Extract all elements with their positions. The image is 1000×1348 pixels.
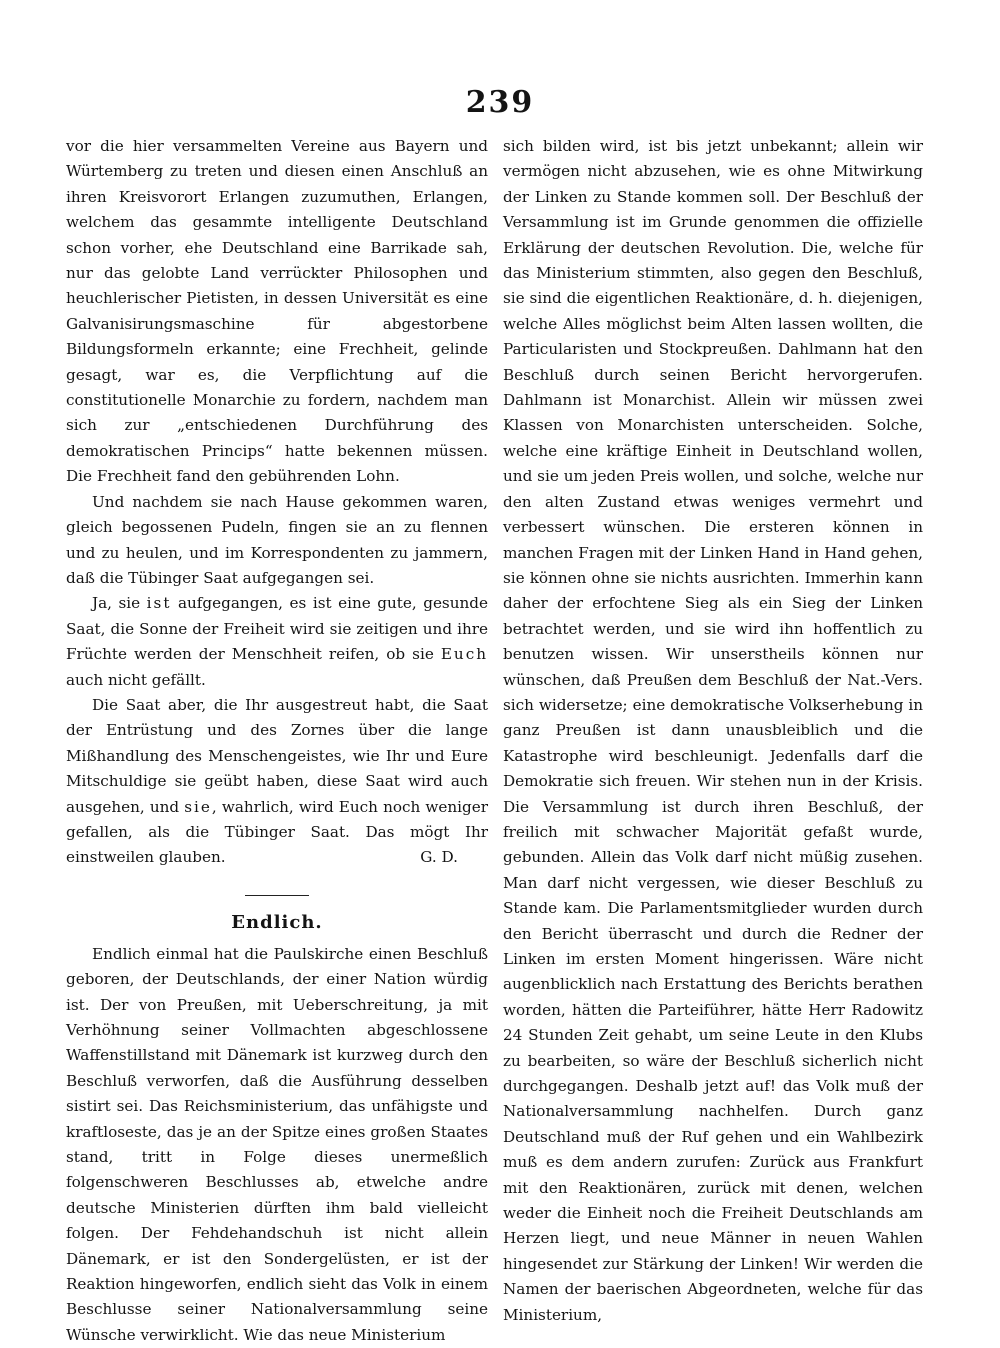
emphasis-ist: ist [146,594,172,613]
text-run: auch nicht gefällt. [66,670,206,689]
paragraph-saat-entruestung [66,693,488,871]
signature: G. D. [420,848,458,867]
right-column [503,134,923,1328]
text-run: Ja, sie [92,594,147,613]
text-run: Die Saat aber, die Ihr ausgestreut habt, die Saat der Entrüstung und des Zornes über die lange Mißhandlung des Menschengeistes, wie Ihr und Eure Mitschuldige sie geübt haben, diese Saat wird auch ausgehen, und [66,695,488,816]
paragraph-paulskirche: Endlich einmal hat die Paulskirche einen Beschluß geboren, der Deutschlands, der einer Nation würdig ist. Der von Preußen, mit Ueberschreitung, ja mit Verhöhnung seiner Vollmachten abgeschlossene Waffenstillstand mit Dänemark ist kurzweg durch den Beschluß verworfen, daß die Ausführung desselben sistirt sei. Das Reichsministerium, das unfähigste und kraftloseste, das je an der Spitze eines großen Staates stand, tritt in Folge dieses unermeßlich folgenschweren Beschlusses ab, etwelche andre deutsche Ministerien dürften ihm bald vielleicht folgen. Der Fehdehandschuh ist nicht allein Dänemark, er ist den Sondergelüsten, er ist der Reaktion hingeworfen, endlich sieht das Volk in einem Beschlusse seiner Nationalversammlung seine Wünsche verwirklicht. Wie das neue Ministerium [66,944,488,1344]
paragraph-ministerium: sich bilden wird, ist bis jetzt unbekannt; allein wir vermögen nicht abzusehen, wie es ohne Mitwirkung der Linken zu Stande kommen soll. Der Beschluß der Versammlung ist im Grunde genommen die offizielle Erklärung der deutschen Revolution. Die, welche für das Ministerium stimmten, also gegen den Beschluß, sie sind die eigentlichen Reaktionäre, d. h. diejenigen, welche Alles möglichst beim Alten lassen wollten, die Particularisten und Stockpreußen. Dahlmann hat den Beschluß durch seinen Bericht hervorgerufen. Dahlmann ist Monarchist. Allein wir müssen zwei Klassen von Monarchisten unterscheiden. Solche, welche eine kräftige Einheit in Deutschland wollen, und sie um jeden Preis wollen, und solche, welche nur den alten Zustand etwas weniges vermehrt und verbessert wünschen. Die ersteren können in manchen Fragen mit der Linken Hand in Hand gehen, sie können ohne sie nichts ausrichten. Immerhin kann daher der erfochtene Sieg als ein Sieg der Linken betrachtet werden, und sie wird ihn hoffentlich zu benutzen wissen. Wir unserstheils können nur wünschen, daß Preußen dem Beschluß der Nat.-Vers. sich widersetze; eine demokratische Volkserhebung in ganz Preußen ist dann unausbleiblich und die Katastrophe wird beschleunigt. Jedenfalls darf die Demokratie sich freuen. Wir stehen nun in der Krisis. Die Versammlung ist durch ihren Beschluß, der freilich mit schwacher Majorität gefaßt wurde, gebunden. Allein das Volk darf nicht müßig zusehen. Man darf nicht vergessen, wie dieser Beschluß zu Stande kam. Die Parlamentsmitglieder wurden durch den Bericht überrascht und durch die Redner der Linken im ersten Moment hingerissen. Wäre nicht augenblicklich nach Erstattung des Berichts berathen worden, hätten die Parteiführer, hätte Herr Radowitz 24 Stunden Zeit gehabt, um seine Leute in den Klubs zu bearbeiten, so wäre der Beschluß sicherlich nicht durchgegangen. Deshalb jetzt auf! das Volk muß der Nationalversammlung nachhelfen. Durch ganz Deutschland muß der Ruf gehen und ein Wahlbezirk muß es dem andern zurufen: Zurück aus Frankfurt mit den Reaktionären, zurück mit denen, welchen weder die Einheit noch die Freiheit Deutschlands am Herzen liegt, und neue Männer in neuen Wahlen hingesendet zur Stärkung der Linken! Wir werden die Namen der baerischen Abgeordneten, welche für das Ministerium, [503,137,923,1324]
page-number: 239 [465,85,535,120]
emphasis-sie: sie [184,797,212,816]
section-title: Endlich. [231,911,323,933]
section-divider [245,895,309,896]
text-run: aufgegangen, es ist eine gute, gesunde Saat, die Sonne der Freiheit wird sie zeitigen und ihre Früchte werden der Menschheit reifen, ob sie [66,594,488,664]
paragraph-pudeln: Und nachdem sie nach Hause gekommen waren, gleich begossenen Pudeln, fingen sie an zu flennen und zu heulen, und im Korrespondenten zu jammern, daß die Tübinger Saat aufgegangen sei. [66,492,488,587]
left-column [66,134,488,1348]
emphasis-euch: Euch [440,645,488,664]
text-run: , wahrlich, wird Euch noch weniger gefallen, als die Tübinger Saat. Das mögt Ihr einstweilen glauben. [66,797,488,867]
paragraph-saat-aufgegangen [66,591,488,693]
paragraph-erlangen: vor die hier versammelten Vereine aus Bayern und Würtemberg zu treten und diesen einen Anschluß an ihren Kreisvorort Erlangen zuzumuthen, Erlangen, welchem das gesammte intelligente Deutschland schon vorher, ehe Deutschland eine Barrikade sah, nur das gelobte Land verrückter Philosophen und heuchlerischer Pietisten, in dessen Universität es eine Galvanisirungsmaschine für abgestorbene Bildungsformeln erkannte; eine Frechheit, gelinde gesagt, war es, die Verpflichtung auf die constitutionelle Monarchie zu fordern, nachdem man sich zur „entschiedenen Durchführung des demokratischen Princips“ hatte bekennen müssen. Die Frechheit fand den gebührenden Lohn. [66,137,488,486]
